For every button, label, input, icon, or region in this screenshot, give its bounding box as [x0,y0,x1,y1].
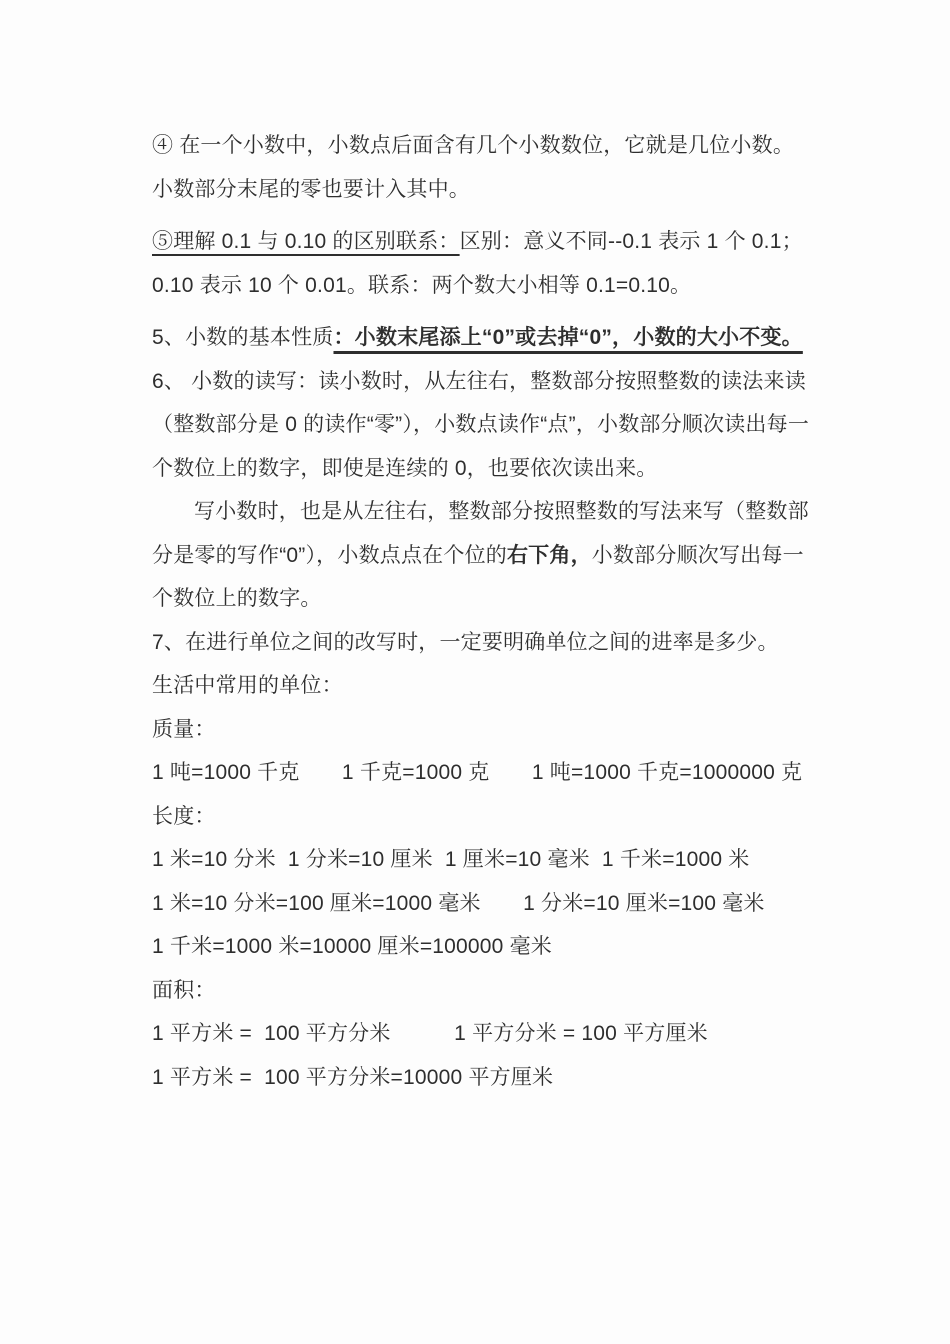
length-conversion-line-2: 1 米=10 分米=100 厘米=1000 毫米 1 分米=10 厘米=100 毫米 [152,891,765,915]
area-conversion-line-2: 1 平方米 = 100 平方分米=10000 平方厘米 [152,1065,554,1089]
length-label: 长度： [152,804,216,828]
paragraph-difference-0-1-vs-0-10 [152,220,812,307]
document-content [152,124,812,1099]
mass-conversion-line: 1 吨=1000 千克 1 千克=1000 克 1 吨=1000 千克=1000000 克 [152,761,803,784]
underlined-heading: ⑤理解 0.1 与 0.10 的区别联系： [152,230,460,253]
item-7-unit-conversion: 7、在进行单位之间的改写时，一定要明确单位之间的进率是多少。 [152,630,779,654]
paragraph-decimal-place-count: ④ 在一个小数中，小数点后面含有几个小数数位，它就是几位小数。小数部分末尾的零也要计入其中。 [152,134,795,201]
writing-rule-lead: 写小数时，也是从左往右，整数部分按照整数的写法来写（整数部分是零的写作“0”），小数点点在个位的 [152,500,809,567]
units-intro: 生活中常用的单位： [152,674,343,697]
item-5-basic-property [152,316,812,360]
mass-label: 质量： [152,717,216,741]
length-conversion-line-1: 1 米=10 分米 1 分米=10 厘米 1 厘米=10 毫米 1 千米=1000 米 [152,848,750,871]
area-label: 面积： [152,978,216,1002]
item-5-lead: 5、小数的基本性质 [152,326,334,349]
writing-rule-rest: 小数部分顺次写出每一个数位上的数字。 [152,543,804,610]
paragraph-writing-rule [152,490,812,621]
writing-rule-bold-phrase: 右下角， [506,543,592,567]
area-conversion-line-1: 1 平方米 = 100 平方分米 1 平方分米 = 100 平方厘米 [152,1022,708,1045]
length-conversion-line-3: 1 千米=1000 米=10000 厘米=100000 毫米 [152,935,552,958]
item-5-emphasized-rule: ：小数末尾添上“0”或去掉“0”，小数的大小不变。 [333,326,803,349]
paragraph-difference-rest: 区别：意义不同--0.1 表示 1 个 0.1；0.10 表示 10 个 0.01。联系：两个数大小相等 0.1=0.10。 [152,230,803,297]
item-6-reading-rule: 6、 小数的读写：读小数时，从左往右，整数部分按照整数的读法来读（整数部分是 0 的读作“零”），小数点读作“点”，小数部分顺次读出每一个数位上的数字，即使是连续的 0，也要依次读出来。 [152,369,810,480]
